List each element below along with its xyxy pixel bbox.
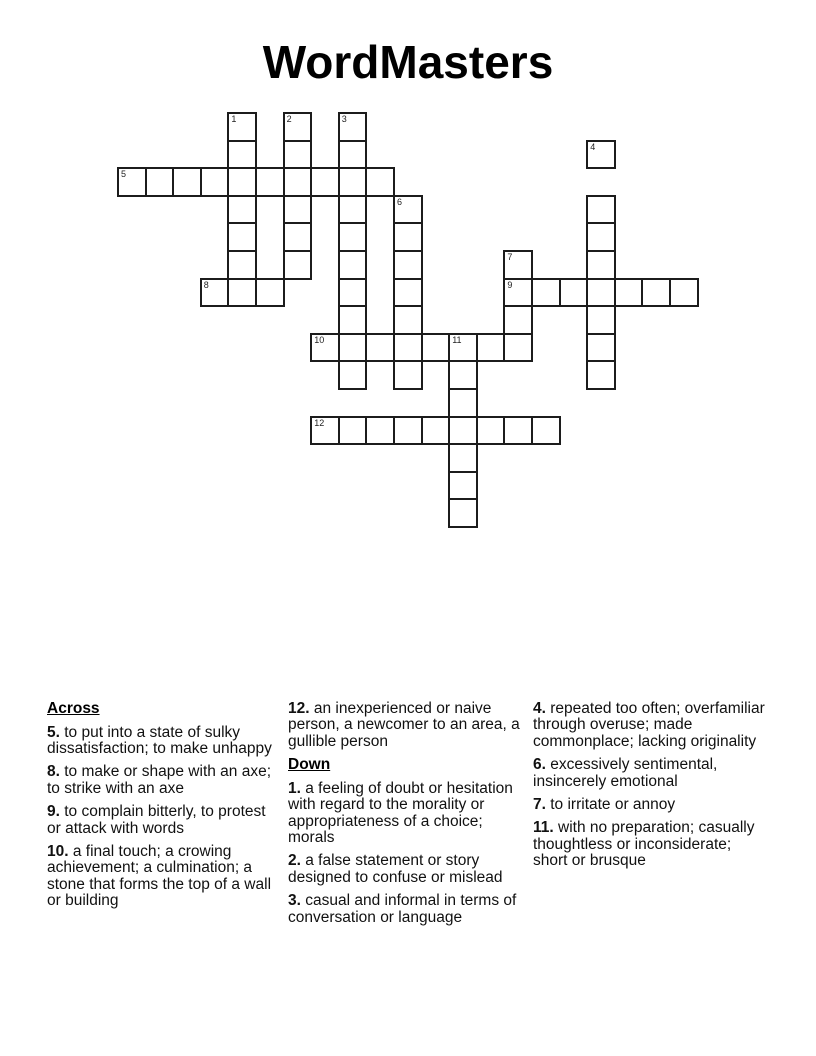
clue-number: 2. <box>288 852 301 870</box>
grid-cell[interactable] <box>586 305 616 335</box>
grid-cell[interactable] <box>586 140 616 170</box>
crossword-grid <box>117 112 699 528</box>
grid-cell[interactable] <box>283 250 313 280</box>
grid-cell[interactable] <box>255 167 285 197</box>
cell-number: 7 <box>507 252 513 262</box>
clues-down-header: Down <box>288 756 331 774</box>
grid-cell[interactable] <box>586 250 616 280</box>
grid-cell[interactable] <box>503 416 533 446</box>
grid-cell[interactable] <box>393 250 423 280</box>
clue-item <box>47 764 275 797</box>
grid-cell[interactable] <box>227 222 257 252</box>
grid-cell[interactable] <box>531 278 561 308</box>
grid-cell[interactable] <box>310 416 340 446</box>
grid-cell[interactable] <box>586 222 616 252</box>
grid-cell[interactable] <box>365 333 395 363</box>
grid-cell[interactable] <box>393 333 423 363</box>
cell-number: 5 <box>121 169 127 180</box>
grid-cell[interactable] <box>283 222 313 252</box>
clue-text: repeated too often; overfamiliar through overuse; made commonplace; lacking originality <box>533 700 765 750</box>
cell-number: 9 <box>507 279 513 290</box>
clue-column <box>288 701 526 933</box>
grid-cell[interactable] <box>641 278 671 308</box>
grid-cell[interactable] <box>421 333 451 363</box>
grid-cell[interactable] <box>586 360 616 390</box>
grid-cell[interactable] <box>283 167 313 197</box>
grid-cell[interactable] <box>531 416 561 446</box>
cell-number: 3 <box>341 114 347 124</box>
grid-cell[interactable] <box>448 333 478 363</box>
grid-cell[interactable] <box>338 167 368 197</box>
cell-number: 2 <box>286 114 292 124</box>
clue-number: 9. <box>47 803 60 821</box>
grid-cell[interactable] <box>393 195 423 225</box>
grid-cell[interactable] <box>338 416 368 446</box>
clue-column <box>533 701 767 877</box>
grid-cell[interactable] <box>227 112 257 142</box>
clue-text: an inexperienced or naive person, a newcomer to an area, a gullible person <box>288 700 520 750</box>
clue-item <box>533 820 767 869</box>
grid-cell[interactable] <box>310 167 340 197</box>
grid-cell[interactable] <box>338 195 368 225</box>
clue-text: a feeling of doubt or hesitation with regard to the morality or appropriateness of a choice; morals <box>288 779 513 846</box>
grid-cell[interactable] <box>503 250 533 280</box>
grid-cell[interactable] <box>338 112 368 142</box>
grid-cell[interactable] <box>117 167 147 197</box>
grid-cell[interactable] <box>393 278 423 308</box>
grid-cell[interactable] <box>200 167 230 197</box>
clue-item <box>47 725 275 758</box>
grid-cell[interactable] <box>338 305 368 335</box>
grid-cell[interactable] <box>393 416 423 446</box>
cell-number: 12 <box>314 417 325 428</box>
clue-number: 6. <box>533 756 546 774</box>
grid-cell[interactable] <box>503 333 533 363</box>
grid-cell[interactable] <box>393 222 423 252</box>
grid-cell[interactable] <box>172 167 202 197</box>
clue-item <box>47 804 275 837</box>
cell-number: 1 <box>231 114 237 124</box>
grid-cell[interactable] <box>448 471 478 501</box>
clue-number: 11. <box>533 819 554 837</box>
clue-column <box>47 701 275 917</box>
grid-cell[interactable] <box>448 360 478 390</box>
clue-text: with no preparation; casually thoughtless or inconsiderate; short or brusque <box>533 819 755 870</box>
grid-cell[interactable] <box>586 333 616 363</box>
cell-number: 6 <box>397 196 403 207</box>
clue-number: 1. <box>288 779 301 797</box>
grid-cell[interactable] <box>365 416 395 446</box>
clue-number: 4. <box>533 700 546 717</box>
grid-cell[interactable] <box>255 278 285 308</box>
clue-number: 12. <box>288 700 310 717</box>
clue-item <box>288 853 526 886</box>
grid-cell[interactable] <box>614 278 644 308</box>
clue-text: casual and informal in terms of conversation or language <box>288 892 517 926</box>
grid-cell[interactable] <box>227 250 257 280</box>
grid-cell[interactable] <box>227 140 257 170</box>
grid-cell[interactable] <box>448 443 478 473</box>
clue-item <box>47 844 275 910</box>
grid-cell[interactable] <box>227 167 257 197</box>
grid-cell[interactable] <box>283 195 313 225</box>
clue-item <box>288 701 526 750</box>
grid-cell[interactable] <box>283 112 313 142</box>
grid-cell[interactable] <box>476 416 506 446</box>
grid-cell[interactable] <box>503 305 533 335</box>
grid-cell[interactable] <box>586 195 616 225</box>
grid-cell[interactable] <box>503 278 533 308</box>
cell-number: 11 <box>452 334 462 345</box>
clue-text: to complain bitterly, to protest or attack with words <box>47 803 266 837</box>
grid-cell[interactable] <box>421 416 451 446</box>
clue-number: 10. <box>47 842 69 860</box>
grid-cell[interactable] <box>393 305 423 335</box>
clue-text: excessively sentimental, insincerely emotional <box>533 756 718 790</box>
grid-cell[interactable] <box>586 278 616 308</box>
grid-cell[interactable] <box>338 333 368 363</box>
clue-item <box>288 893 526 926</box>
grid-cell[interactable] <box>559 278 589 308</box>
grid-cell[interactable] <box>227 278 257 308</box>
grid-cell[interactable] <box>338 360 368 390</box>
grid-cell[interactable] <box>669 278 699 308</box>
grid-cell[interactable] <box>448 388 478 418</box>
clue-number: 3. <box>288 892 301 910</box>
clue-item <box>288 781 526 847</box>
clues-across-header: Across <box>47 700 100 717</box>
clue-text: a false statement or story designed to confuse or mislead <box>288 852 503 886</box>
grid-cell[interactable] <box>338 222 368 252</box>
grid-cell[interactable] <box>448 498 478 528</box>
grid-cell[interactable] <box>365 167 395 197</box>
grid-cell[interactable] <box>200 278 230 308</box>
clue-text: to put into a state of sulky dissatisfaction; to make unhappy <box>47 723 272 757</box>
clue-text: a final touch; a crowing achievement; a culmination; a stone that forms the top of a wall or building <box>47 842 272 910</box>
grid-cell[interactable] <box>283 140 313 170</box>
grid-cell[interactable] <box>338 278 368 308</box>
clue-number: 5. <box>47 723 60 741</box>
clue-item <box>533 701 767 750</box>
clue-number: 7. <box>533 796 546 814</box>
page-title: WordMasters <box>262 36 554 88</box>
grid-cell[interactable] <box>338 250 368 280</box>
cell-number: 8 <box>203 279 209 290</box>
cell-number: 10 <box>314 334 325 345</box>
grid-cell[interactable] <box>145 167 175 197</box>
grid-cell[interactable] <box>393 360 423 390</box>
grid-cell[interactable] <box>227 195 257 225</box>
clue-item <box>533 797 767 813</box>
grid-cell[interactable] <box>310 333 340 363</box>
clue-number: 8. <box>47 763 60 781</box>
grid-cell[interactable] <box>476 333 506 363</box>
grid-cell[interactable] <box>448 416 478 446</box>
cell-number: 4 <box>590 141 596 152</box>
clue-text: to irritate or annoy <box>545 796 676 814</box>
clue-item <box>533 757 767 790</box>
clue-text: to make or shape with an axe; to strike with an axe <box>47 763 272 797</box>
grid-cell[interactable] <box>338 140 368 170</box>
